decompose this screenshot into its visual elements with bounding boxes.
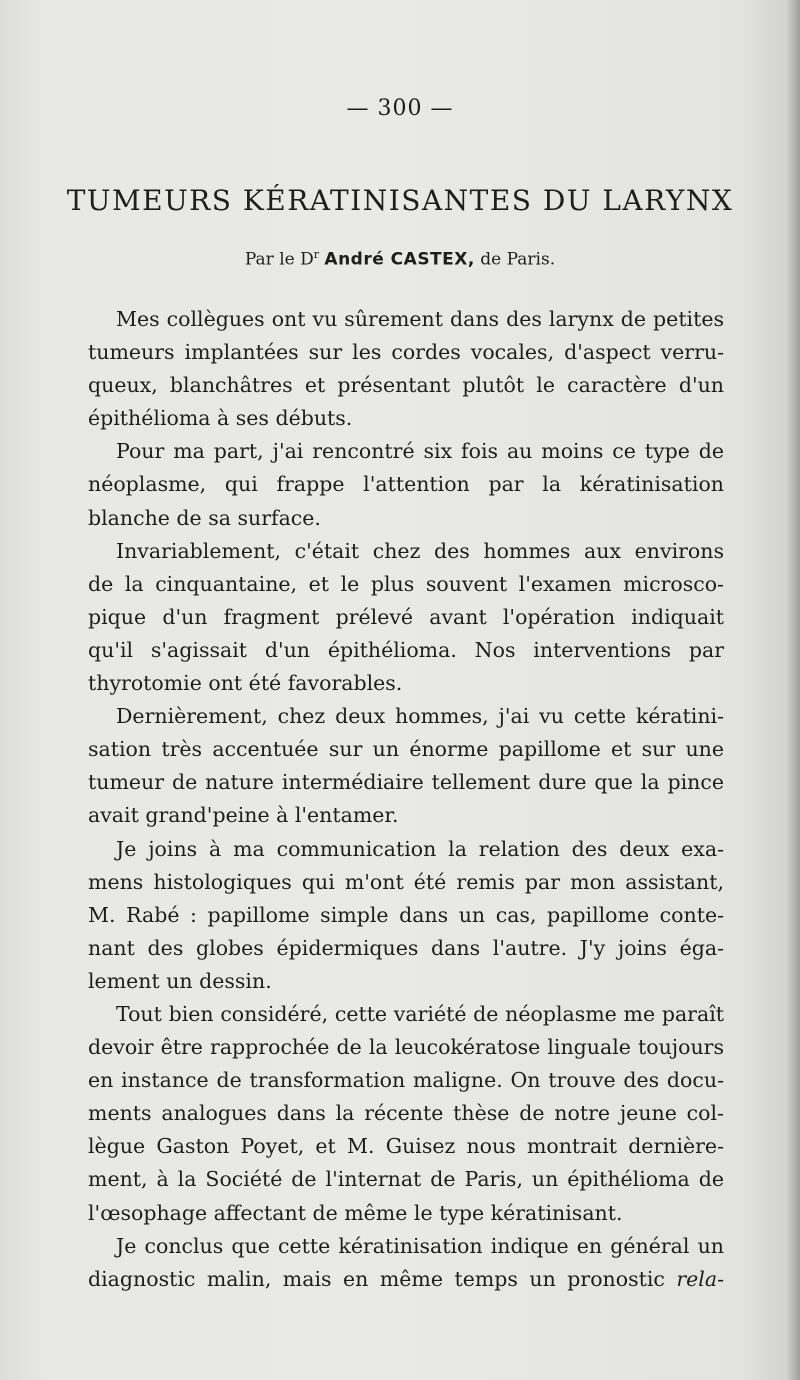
italic-word: rela- [676,1266,724,1291]
article-body [88,303,724,1296]
text-line: sation très accentuée sur un énorme papillome et sur une [88,737,724,762]
byline [60,248,740,270]
text-line: tumeur de nature intermédiaire tellement dure que la pince [88,770,724,795]
text-line: Pour ma part, j'ai rencontré six fois au moins ce type de [116,439,724,464]
text-line: en instance de transformation maligne. On trouve des docu- [88,1068,724,1093]
text-line: devoir être rapprochée de la leucokératose linguale toujours [88,1035,724,1060]
text-line: queux, blanchâtres et présentant plutôt le caractère d'un [88,373,724,398]
byline-superscript: r [313,248,320,261]
text-line: Dernièrement, chez deux hommes, j'ai vu cette kératini- [116,704,724,729]
text-line: tumeurs implantées sur les cordes vocales, d'aspect verru- [88,340,724,365]
text-line: épithélioma à ses débuts. [88,406,353,431]
text-line: avait grand'peine à l'entamer. [88,803,399,828]
text-line: pique d'un fragment prélevé avant l'opération indiquait [88,604,724,629]
text-line: de la cinquantaine, et le plus souvent l'examen microsco- [88,571,724,596]
text-line: Je joins à ma communication la relation des deux exa- [116,836,724,861]
text-line-final [88,1263,724,1296]
text-line: qu'il s'agissait d'un épithélioma. Nos interventions par [88,637,724,662]
author-name: André CASTEX, [324,249,475,270]
text-line: l'œsophage affectant de même le type kératinisant. [88,1200,623,1225]
text-line: Mes collègues ont vu sûrement dans des larynx de petites [116,307,724,331]
text-line: nant des globes épidermiques dans l'autre. J'y joins éga- [88,935,724,960]
text-line: mens histologiques qui m'ont été remis par mon assistant, [88,869,724,894]
text-line-final-roman: diagnostic malin, mais en même temps un pronostic [88,1266,677,1291]
text-line: Tout bien considéré, cette variété de néoplasme me paraît [116,1001,724,1026]
page-edge-shadow [786,0,800,1380]
text-line: lègue Gaston Poyet, et M. Guisez nous montrait dernière- [88,1134,724,1159]
page-number: — 300 — [346,96,454,121]
text-line: thyrotomie ont été favorables. [88,671,403,696]
text-line: lement un dessin. [88,968,272,993]
text-line: néoplasme, qui frappe l'attention par la kératinisation [88,472,724,497]
article-title: TUMEURS KÉRATINISANTES DU LARYNX [66,184,734,217]
text-line: ments analogues dans la récente thèse de notre jeune col- [88,1101,724,1126]
text-line: M. Rabé : papillome simple dans un cas, papillome conte- [88,902,724,927]
text-line: ment, à la Société de l'internat de Paris, un épithélioma de [88,1167,724,1192]
text-line: Invariablement, c'était chez des hommes aux environs [116,538,724,563]
text-line: Je conclus que cette kératinisation indique en général un [116,1233,724,1258]
byline-suffix: de Paris. [480,249,556,270]
byline-prefix: Par le D [244,249,314,270]
text-line: blanche de sa surface. [88,505,321,530]
